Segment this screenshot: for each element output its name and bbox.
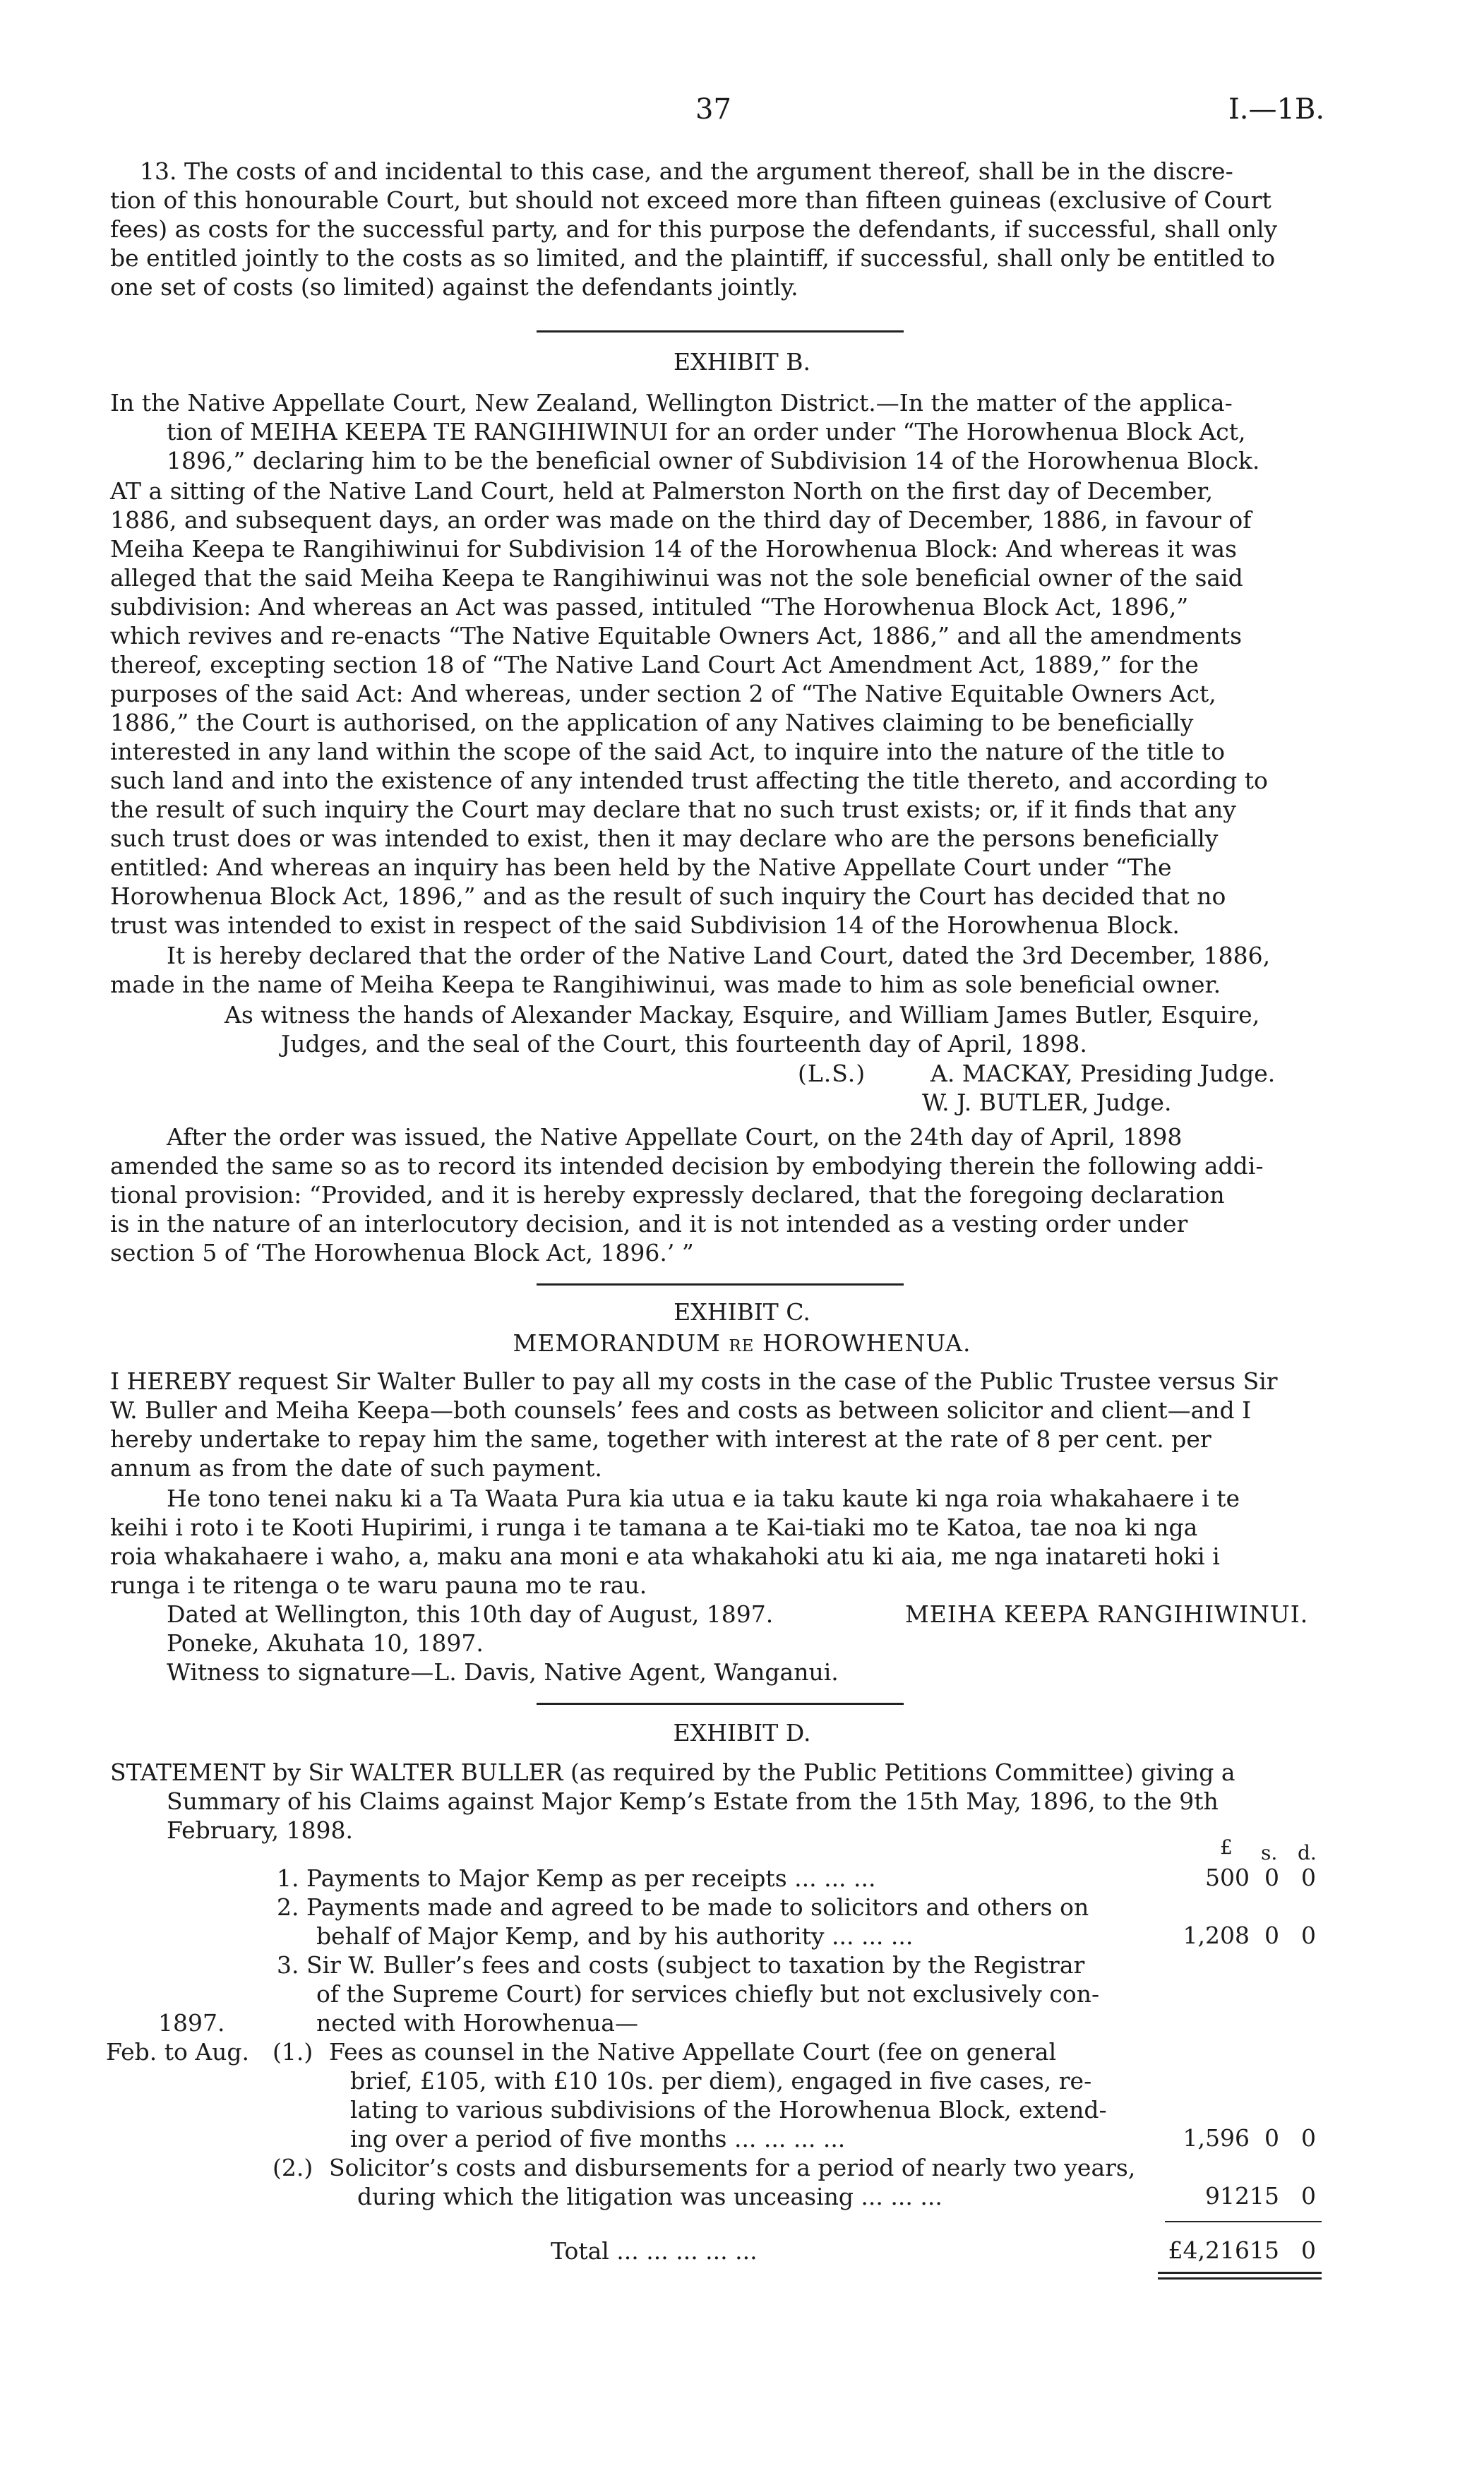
divider: [537, 330, 904, 333]
sub-item-2-text: Solicitor’s costs and disbursements for a period of nearly two years,: [329, 2154, 1136, 2181]
text-line: interested in any land within the scope of the said Act, to inquire into the nature of the title to: [110, 738, 1225, 765]
text-line: fees) as costs for the successful party, and for this purpose the defendants, if successful, shall only: [110, 215, 1278, 243]
year-label: 1897.: [158, 2009, 225, 2037]
item-2-shillings: 0: [1264, 1922, 1279, 1949]
item-2-text: 2. Payments made and agreed to be made to solicitors and others on: [277, 1893, 1089, 1921]
item-3-text: of the Supreme Court) for services chiefly but not exclusively con-: [316, 1980, 1100, 2008]
poneke-line: Poneke, Akuhata 10, 1897.: [167, 1629, 484, 1657]
sub-item-1-pence: 0: [1301, 2124, 1316, 2152]
text-line: trust was intended to exist in respect of the said Subdivision 14 of the Horowhenua Block.: [110, 911, 1180, 939]
text-line: tion of this honourable Court, but should not exceed more than fifteen guineas (exclusive of Court: [110, 186, 1271, 214]
text-line: such land and into the existence of any intended trust affecting the title thereto, and according to: [110, 767, 1268, 794]
text-line: 13. The costs of and incidental to this case, and the argument thereof, shall be in the discre-: [140, 157, 1233, 185]
sub-item-2-pounds: 912: [1205, 2182, 1250, 2210]
exhibit-c-subtitle: MEMORANDUM re HOROWHENUA.: [513, 1329, 971, 1357]
item-3-text: 3. Sir W. Buller’s fees and costs (subject to taxation by the Registrar: [277, 1951, 1085, 1979]
sub-item-2-pence: 0: [1301, 2182, 1316, 2210]
text-line: is in the nature of an interlocutory decision, and it is not intended as a vesting order under: [110, 1210, 1188, 1238]
sub-item-2-shillings: 15: [1250, 2182, 1279, 2210]
col-header-pence: d.: [1298, 1841, 1317, 1864]
text-line: amended the same so as to record its intended decision by embodying therein the following addi-: [110, 1152, 1264, 1180]
page-number: 37: [695, 93, 731, 126]
signature-butler: W. J. BUTLER, Judge.: [922, 1089, 1172, 1116]
text-line: I HEREBY request Sir Walter Buller to pay all my costs in the case of the Public Trustee versus Sir: [110, 1367, 1278, 1395]
exhibit-b-title: EXHIBIT B.: [674, 348, 810, 376]
sub-item-1-text: Fees as counsel in the Native Appellate Court (fee on general: [329, 2038, 1057, 2066]
sub-item-1-num: (1.): [273, 2038, 313, 2066]
col-header-pounds: £: [1220, 1835, 1233, 1859]
text-line: alleged that the said Meiha Keepa te Rangihiwinui was not the sole beneficial owner of the said: [110, 564, 1243, 592]
exhibit-d-title: EXHIBIT D.: [673, 1719, 811, 1747]
text-line: AT a sitting of the Native Land Court, held at Palmerston North on the first day of December,: [110, 477, 1214, 505]
sub-item-1-text: lating to various subdivisions of the Horowhenua Block, extend-: [350, 2096, 1107, 2123]
total-double-rule-top: [1158, 2272, 1322, 2274]
item-2-pence: 0: [1301, 1922, 1316, 1949]
text-line: hereby undertake to repay him the same, together with interest at the rate of 8 per cent. per: [110, 1425, 1211, 1453]
text-line: roia whakahaere i waho, a, maku ana moni e ata whakahoki atu ki aia, me nga inatareti hoki i: [110, 1542, 1220, 1570]
dated-line: Dated at Wellington, this 10th day of August, 1897.: [167, 1600, 774, 1628]
sub-item-1-pounds: 1,596: [1183, 2124, 1250, 2152]
text-line: As witness the hands of Alexander Mackay, Esquire, and William James Butler, Esquire,: [225, 1001, 1260, 1029]
text-line: section 5 of ‘The Horowhenua Block Act, 1896.’ ”: [110, 1239, 694, 1266]
text-line: annum as from the date of such payment.: [110, 1454, 602, 1482]
period-label: Feb. to Aug.: [106, 2038, 250, 2066]
text-line: Judges, and the seal of the Court, this fourteenth day of April, 1898.: [281, 1030, 1087, 1058]
document-code: I.—1B.: [1228, 93, 1325, 126]
sub-item-2-text: during which the litigation was unceasing ... ... ...: [357, 2183, 943, 2210]
sub-item-1-text: brief, £105, with £10 10s. per diem), engaged in five cases, re-: [350, 2067, 1092, 2095]
text-line: February, 1898.: [167, 1816, 353, 1844]
text-line: made in the name of Meiha Keepa te Rangihiwinui, was made to him as sole beneficial owner.: [110, 971, 1221, 998]
seal-mark: (L.S.): [798, 1060, 866, 1087]
item-1-text: 1. Payments to Major Kemp as per receipts ... ... ...: [277, 1864, 876, 1892]
sub-item-1-text: ing over a period of five months ... ... ... ...: [350, 2125, 846, 2152]
text-line: be entitled jointly to the costs as so limited, and the plaintiff, if successful, shall only be entitled to: [110, 244, 1276, 272]
text-line: W. Buller and Meiha Keepa—both counsels’ fees and costs as between solicitor and client—and I: [110, 1396, 1252, 1424]
col-header-shillings: s.: [1261, 1841, 1278, 1864]
total-double-rule-bottom: [1158, 2277, 1322, 2280]
text-line: 1886, and subsequent days, an order was made on the third day of December, 1886, in favour of: [110, 506, 1252, 534]
item-2-pounds: 1,208: [1183, 1922, 1250, 1949]
total-shillings: 15: [1250, 2236, 1279, 2264]
text-line: which revives and re-enacts “The Native Equitable Owners Act, 1886,” and all the amendments: [110, 622, 1242, 649]
divider: [537, 1283, 904, 1286]
total-pounds: £4,216: [1168, 2236, 1250, 2264]
text-line: He tono tenei naku ki a Ta Waata Pura kia utua e ia taku kaute ki nga roia whakahaere i te: [167, 1485, 1240, 1512]
sub-item-2-num: (2.): [273, 2154, 313, 2181]
total-label: Total ... ... ... ... ...: [551, 2237, 758, 2265]
text-line: the result of such inquiry the Court may declare that no such trust exists; or, if it finds that any: [110, 796, 1236, 823]
text-line: In the Native Appellate Court, New Zealand, Wellington District.—In the matter of the applica-: [110, 389, 1233, 417]
item-1-pence: 0: [1301, 1864, 1316, 1891]
text-line: one set of costs (so limited) against the defendants jointly.: [110, 273, 798, 301]
text-line: runga i te ritenga o te waru pauna mo te rau.: [110, 1571, 647, 1599]
total-pence: 0: [1301, 2236, 1316, 2264]
item-1-shillings: 0: [1264, 1864, 1279, 1891]
text-line: After the order was issued, the Native Appellate Court, on the 24th day of April, 1898: [167, 1123, 1183, 1151]
subtotal-rule: [1165, 2221, 1322, 2222]
text-line: subdivision: And whereas an Act was passed, intituled “The Horowhenua Block Act, 1896,”: [110, 593, 1189, 621]
item-2-text: behalf of Major Kemp, and by his authority ... ... ...: [316, 1922, 914, 1950]
text-line: 1886,” the Court is authorised, on the application of any Natives claiming to be beneficially: [110, 709, 1194, 736]
signatory: MEIHA KEEPA RANGIHIWINUI.: [905, 1600, 1309, 1628]
text-line: such trust does or was intended to exist, then it may declare who are the persons beneficially: [110, 825, 1219, 852]
divider: [537, 1703, 904, 1705]
text-line: tional provision: “Provided, and it is hereby expressly declared, that the foregoing declaration: [110, 1181, 1225, 1209]
text-line: purposes of the said Act: And whereas, under section 2 of “The Native Equitable Owners Act,: [110, 680, 1216, 707]
text-line: Horowhenua Block Act, 1896,” and as the result of such inquiry the Court has decided that no: [110, 882, 1226, 910]
signature-mackay: A. MACKAY, Presiding Judge.: [931, 1060, 1276, 1087]
sub-item-1-shillings: 0: [1264, 2124, 1279, 2152]
item-3-text: nected with Horowhenua—: [316, 2009, 638, 2037]
text-line: tion of MEIHA KEEPA TE RANGIHIWINUI for an order under “The Horowhenua Block Act,: [167, 418, 1246, 445]
text-line: 1896,” declaring him to be the beneficial owner of Subdivision 14 of the Horowhenua Block.: [167, 447, 1260, 474]
witness-line: Witness to signature—L. Davis, Native Agent, Wanganui.: [167, 1658, 839, 1686]
text-line: keihi i roto i te Kooti Hupirimi, i runga i te tamana a te Kai-tiaki mo te Katoa, tae noa ki nga: [110, 1514, 1198, 1541]
text-line: It is hereby declared that the order of the Native Land Court, dated the 3rd December, 1886,: [167, 942, 1271, 969]
text-line: entitled: And whereas an inquiry has been held by the Native Appellate Court under “The: [110, 853, 1172, 881]
text-line: STATEMENT by Sir WALTER BULLER (as required by the Public Petitions Committee) giving a: [110, 1759, 1235, 1786]
exhibit-c-title: EXHIBIT C.: [674, 1298, 810, 1326]
item-1-pounds: 500: [1205, 1864, 1250, 1891]
text-line: thereof, excepting section 18 of “The Native Land Court Act Amendment Act, 1889,” for the: [110, 651, 1199, 678]
text-line: Summary of his Claims against Major Kemp’s Estate from the 15th May, 1896, to the 9th: [167, 1787, 1219, 1815]
text-line: Meiha Keepa te Rangihiwinui for Subdivision 14 of the Horowhenua Block: And whereas it was: [110, 535, 1237, 563]
